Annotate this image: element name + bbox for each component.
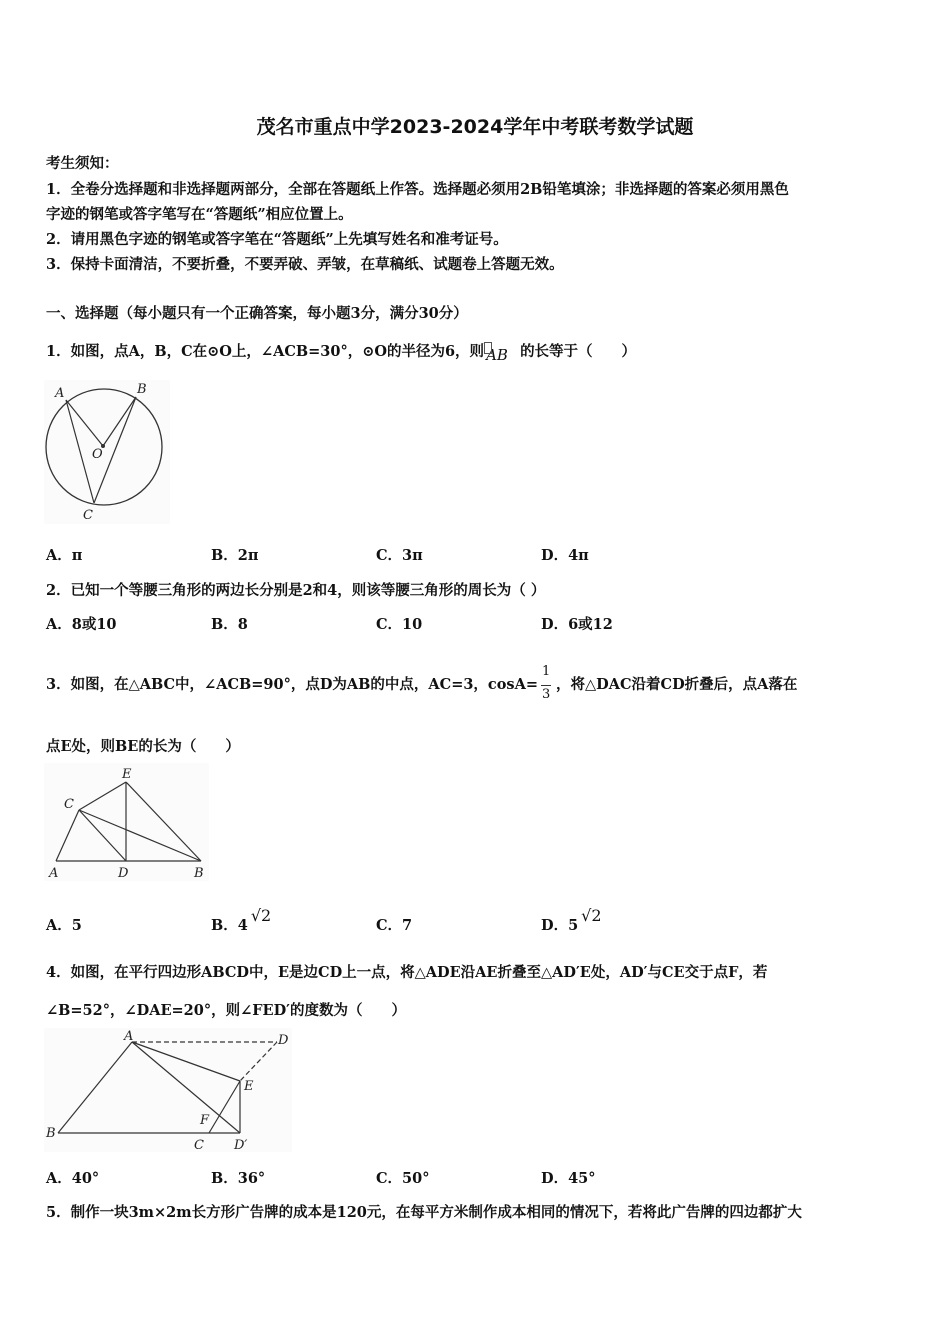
q4-stem-line2: ∠B=52°，∠DAE=20°，则∠FED′的度数为（ ） xyxy=(46,1002,406,1019)
label-d: D xyxy=(118,866,129,881)
notice-heading: 考生须知： xyxy=(46,155,119,172)
q3-figure xyxy=(44,763,209,881)
q3-option-d-label: D．5 xyxy=(541,917,579,934)
q2-option-a[interactable]: A．8或10 xyxy=(46,616,117,633)
q1-figure xyxy=(44,380,170,524)
notice-item-2: 2．请用黑色字迹的钢笔或答字笔在“答题纸”上先填写姓名和准考证号。 xyxy=(46,231,508,248)
q4-option-a[interactable]: A．40° xyxy=(46,1170,100,1187)
sqrt-two: √2 xyxy=(581,906,602,925)
q1-arc-label: AB xyxy=(486,346,508,364)
q1-stem xyxy=(46,340,637,364)
q3-frac-num: 1 xyxy=(542,664,551,679)
q2-option-d[interactable]: D．6或12 xyxy=(541,616,613,633)
page-title: 茂名市重点中学2023-2024学年中考联考数学试题 xyxy=(256,116,694,138)
q3-option-b-label: B．4 xyxy=(211,917,248,934)
q3-text-before: 3．如图，在△ABC中，∠ACB=90°，点D为AB的中点，AC=3，cosA= xyxy=(46,676,539,693)
q3-option-a[interactable]: A．5 xyxy=(46,917,82,934)
q3-option-c[interactable]: C．7 xyxy=(376,917,413,934)
label-f: F xyxy=(200,1113,210,1128)
q1-text-before: 1．如图，点A，B，C在⊙O上，∠ACB=30°，⊙O的半径为6，则 xyxy=(46,343,485,360)
arc-mark-icon xyxy=(484,342,492,354)
label-a: A xyxy=(49,866,59,881)
label-b: B xyxy=(46,1126,56,1141)
figure-background xyxy=(44,380,170,524)
label-c: C xyxy=(194,1138,204,1153)
q3-stem-line1 xyxy=(46,664,798,702)
q1-option-c[interactable]: C．3π xyxy=(376,547,423,564)
label-e: E xyxy=(122,767,132,782)
q4-option-b[interactable]: B．36° xyxy=(211,1170,266,1187)
q4-stem-line1: 4．如图，在平行四边形ABCD中，E是边CD上一点，将△ADE沿AE折叠至△AD′E处，AD′与CE交于点F，若 xyxy=(46,964,768,981)
q3-option-b[interactable] xyxy=(211,906,272,935)
label-b: B xyxy=(194,866,204,881)
label-o: O xyxy=(92,447,103,462)
sqrt-two: √2 xyxy=(250,906,272,925)
notice-item-3: 3．保持卡面清洁，不要折叠，不要弄破、弄皱，在草稿纸、试题卷上答题无效。 xyxy=(46,256,564,273)
label-d-prime: D′ xyxy=(234,1138,248,1153)
notice-item-1: 1．全卷分选择题和非选择题两部分，全部在答题纸上作答。选择题必须用2B铅笔填涂；非选择题的答案必须用黑色 xyxy=(46,181,789,198)
section-heading: 一、选择题（每小题只有一个正确答案，每小题3分，满分30分） xyxy=(46,305,468,322)
q2-stem: 2．已知一个等腰三角形的两边长分别是2和4，则该等腰三角形的周长为（ ） xyxy=(46,582,546,599)
fraction-bar-icon xyxy=(541,685,551,686)
label-a: A xyxy=(55,386,65,401)
q1-option-d[interactable]: D．4π xyxy=(541,547,589,564)
q3-text-after: ，将△DAC沿着CD折叠后，点A落在 xyxy=(556,676,798,693)
q1-text-after: 的长等于（ ） xyxy=(520,343,637,360)
label-d: D xyxy=(278,1033,289,1048)
label-a: A xyxy=(124,1029,134,1044)
q4-option-c[interactable]: C．50° xyxy=(376,1170,430,1187)
q3-frac-den: 3 xyxy=(542,687,551,702)
label-c: C xyxy=(83,508,93,523)
q4-option-d[interactable]: D．45° xyxy=(541,1170,596,1187)
q4-figure xyxy=(44,1028,292,1152)
q5-stem: 5．制作一块3m×2m长方形广告牌的成本是120元，在每平方米制作成本相同的情况下，若将此广告牌的四边都扩大 xyxy=(46,1204,802,1221)
notice-item-1-cont: 字迹的钢笔或答字笔写在“答题纸”相应位置上。 xyxy=(46,206,353,223)
q1-option-b[interactable]: B．2π xyxy=(211,547,259,564)
q2-option-c[interactable]: C．10 xyxy=(376,616,423,633)
q3-stem-line2: 点E处，则BE的长为（ ） xyxy=(46,738,240,755)
label-c: C xyxy=(64,797,74,812)
label-e: E xyxy=(244,1079,254,1094)
q2-option-b[interactable]: B．8 xyxy=(211,616,248,633)
q3-option-d[interactable] xyxy=(541,906,602,935)
q1-option-a[interactable]: A．π xyxy=(46,547,83,564)
label-b: B xyxy=(137,382,147,397)
